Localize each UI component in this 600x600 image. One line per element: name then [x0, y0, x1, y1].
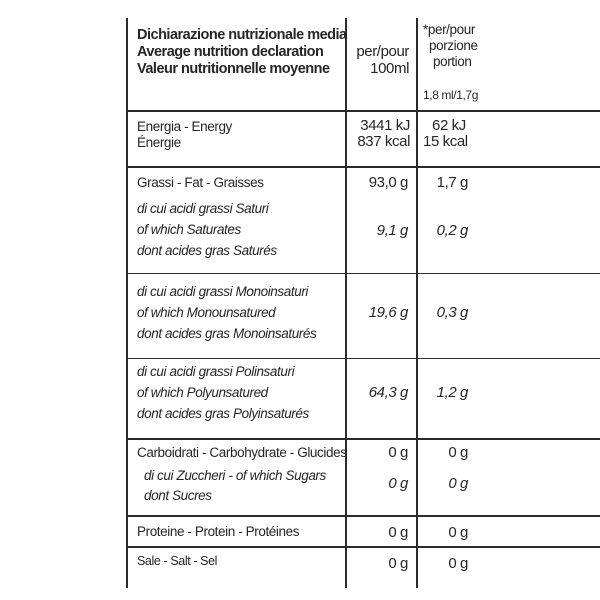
energy-per100-kj: 3441 kJ: [360, 117, 410, 134]
protein-portion: 0 g: [448, 524, 468, 541]
sugars-per100: 0 g: [388, 475, 408, 492]
energy-divider: [126, 166, 600, 168]
energy-label-fr: Énergie: [137, 135, 181, 150]
carbs-label: Carboidrati - Carbohydrate - Glucides: [137, 445, 347, 460]
fat-label: Grassi - Fat - Graisses: [137, 175, 264, 190]
portion-header-line1: *per/pour: [423, 22, 475, 37]
header-divider: [126, 110, 600, 112]
saturates-label-fr: dont acides gras Saturés: [137, 243, 277, 258]
energy-label: Energia - Energy: [137, 119, 232, 134]
poly-per100: 64,3 g: [368, 384, 408, 401]
poly-label-en: of which Polyunsatured: [137, 385, 268, 400]
carbs-per100: 0 g: [388, 444, 408, 461]
portion-header-line3: portion: [433, 54, 472, 69]
carbs-portion: 0 g: [448, 444, 468, 461]
table-left-border: [126, 18, 128, 588]
mono-label-en: of which Monounsatured: [137, 305, 276, 320]
saturates-divider: [126, 273, 600, 274]
poly-portion: 1,2 g: [436, 384, 468, 401]
salt-label: Sale - Salt - Sel: [137, 554, 218, 568]
sugars-label-line1: di cui Zuccheri - of which Sugars: [144, 468, 326, 483]
header-title-fr: Valeur nutritionnelle moyenne: [137, 61, 330, 77]
header-title-en: Average nutrition declaration: [137, 44, 324, 60]
poly-divider: [126, 438, 600, 440]
poly-label-it: di cui acidi grassi Polinsaturi: [137, 364, 295, 379]
header-title-it: Dichiarazione nutrizionale media: [137, 27, 347, 43]
protein-per100: 0 g: [388, 524, 408, 541]
mono-label-fr: dont acides gras Monoinsaturés: [137, 326, 317, 341]
fat-per100: 93,0 g: [368, 174, 408, 191]
mono-per100: 19,6 g: [368, 304, 408, 321]
energy-portion-kj: 62 kJ: [432, 117, 466, 134]
salt-portion: 0 g: [448, 555, 468, 572]
saturates-label-en: of which Saturates: [137, 222, 241, 237]
per100-header-label: per/pour: [356, 43, 409, 60]
saturates-per100: 9,1 g: [376, 222, 408, 239]
mono-divider: [126, 358, 600, 359]
saturates-label-it: di cui acidi grassi Saturi: [137, 201, 269, 216]
nutrition-table: [126, 18, 600, 588]
energy-per100-kcal: 837 kcal: [357, 133, 410, 150]
per100-header-unit: 100ml: [370, 60, 409, 77]
portion-header-line2: porzione: [429, 38, 478, 53]
protein-divider: [126, 546, 600, 548]
mono-portion: 0,3 g: [436, 304, 468, 321]
fat-portion: 1,7 g: [436, 174, 468, 191]
column-divider-2: [416, 18, 418, 588]
energy-portion-kcal: 15 kcal: [423, 133, 468, 150]
protein-label: Proteine - Protein - Protéines: [137, 524, 300, 539]
saturates-portion: 0,2 g: [436, 222, 468, 239]
sugars-label-line2: dont Sucres: [144, 488, 212, 503]
sugars-portion: 0 g: [448, 475, 468, 492]
column-divider-1: [345, 18, 347, 588]
salt-per100: 0 g: [388, 555, 408, 572]
carbs-divider: [126, 515, 600, 517]
portion-header-line4: 1,8 ml/1,7g: [423, 88, 478, 102]
poly-label-fr: dont acides gras Polyinsaturés: [137, 406, 309, 421]
mono-label-it: di cui acidi grassi Monoinsaturi: [137, 284, 309, 299]
